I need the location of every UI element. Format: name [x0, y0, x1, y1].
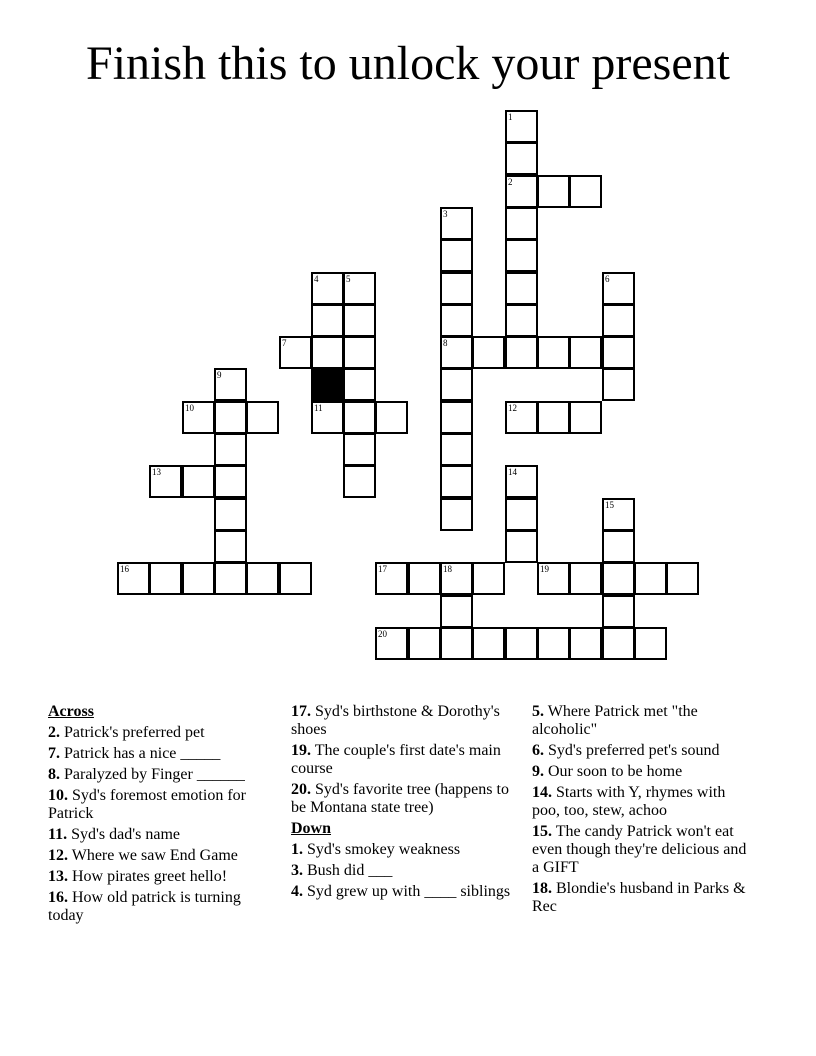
- crossword-cell[interactable]: [149, 562, 182, 595]
- across-clue: [48, 745, 272, 763]
- across-clue: [48, 868, 272, 886]
- clue-number: 19: [540, 564, 549, 574]
- crossword-cell[interactable]: [375, 627, 408, 660]
- clue-number: 1: [508, 112, 513, 122]
- clue-number: 8: [443, 338, 448, 348]
- clue-text: Where Patrick met "the alcoholic": [532, 703, 698, 738]
- clue-number-label: 9.: [532, 763, 544, 780]
- crossword-cell[interactable]: [505, 498, 538, 531]
- clue-text: How old patrick is turning today: [48, 889, 241, 924]
- clue-number: 15: [605, 500, 614, 510]
- clue-text: Where we saw End Game: [71, 847, 238, 864]
- clue-number-label: 12.: [48, 847, 68, 864]
- clue-number-label: 7.: [48, 745, 60, 762]
- crossword-cell[interactable]: [375, 562, 408, 595]
- clue-text: Starts with Y, rhymes with poo, too, stew, achoo: [532, 784, 726, 819]
- crossword-cell[interactable]: [408, 562, 441, 595]
- clue-text: Syd's dad's name: [71, 826, 180, 843]
- clue-number-label: 14.: [532, 784, 552, 801]
- crossword-cell[interactable]: [505, 627, 538, 660]
- crossword-cell[interactable]: [602, 562, 635, 595]
- crossword-cell[interactable]: [440, 433, 473, 466]
- clue-number-label: 4.: [291, 883, 303, 900]
- crossword-cell[interactable]: [440, 627, 473, 660]
- crossword-cell[interactable]: [149, 465, 182, 498]
- clue-number-label: 3.: [291, 862, 303, 879]
- crossword-cell[interactable]: [440, 368, 473, 401]
- clue-number: 4: [314, 274, 319, 284]
- clue-number: 6: [605, 274, 610, 284]
- crossword-cell[interactable]: [505, 336, 538, 369]
- crossword-cell[interactable]: [311, 401, 344, 434]
- crossword-cell[interactable]: [537, 336, 570, 369]
- crossword-cell[interactable]: [569, 175, 602, 208]
- crossword-cell[interactable]: [279, 336, 312, 369]
- crossword-cell[interactable]: [440, 401, 473, 434]
- crossword-cell[interactable]: [472, 627, 505, 660]
- crossword-cell[interactable]: [472, 336, 505, 369]
- crossword-cell[interactable]: [505, 272, 538, 305]
- crossword-cell[interactable]: [343, 304, 376, 337]
- clue-text: Syd's birthstone & Dorothy's shoes: [291, 703, 500, 738]
- crossword-cell[interactable]: [343, 465, 376, 498]
- across-clue: [48, 847, 272, 865]
- clue-text: Blondie's husband in Parks & Rec: [532, 880, 746, 915]
- crossword-cell[interactable]: [311, 272, 344, 305]
- crossword-cell[interactable]: [569, 401, 602, 434]
- crossword-cell[interactable]: [505, 465, 538, 498]
- clue-number: 5: [346, 274, 351, 284]
- crossword-cell[interactable]: [666, 562, 699, 595]
- crossword-cell[interactable]: [634, 627, 667, 660]
- crossword-cell[interactable]: [343, 368, 376, 401]
- clue-text: Syd grew up with ____ siblings: [307, 883, 511, 900]
- across-clue: [291, 742, 515, 778]
- crossword-cell[interactable]: [214, 433, 247, 466]
- crossword-cell[interactable]: [472, 562, 505, 595]
- clue-number-label: 19.: [291, 742, 311, 759]
- crossword-cell[interactable]: [505, 175, 538, 208]
- crossword-cell[interactable]: [440, 562, 473, 595]
- clue-number-label: 2.: [48, 724, 60, 741]
- clue-number-label: 18.: [532, 880, 552, 897]
- clue-number: 10: [185, 403, 194, 413]
- clue-number: 2: [508, 177, 513, 187]
- crossword-cell[interactable]: [602, 272, 635, 305]
- across-clue: [48, 787, 272, 823]
- crossword-cell[interactable]: [440, 595, 473, 628]
- crossword-cell[interactable]: [602, 498, 635, 531]
- clue-number-label: 6.: [532, 742, 544, 759]
- crossword-cell[interactable]: [214, 498, 247, 531]
- crossword-cell[interactable]: [440, 304, 473, 337]
- clue-number: 20: [378, 629, 387, 639]
- crossword-cell[interactable]: [569, 627, 602, 660]
- page-title: Finish this to unlock your present: [86, 37, 730, 90]
- clue-number: 13: [152, 467, 161, 477]
- crossword-cell[interactable]: [311, 336, 344, 369]
- crossword-cell[interactable]: [505, 207, 538, 240]
- crossword-cell[interactable]: [440, 465, 473, 498]
- black-cell: [311, 368, 344, 401]
- clue-number: 17: [378, 564, 387, 574]
- crossword-cell[interactable]: [182, 562, 215, 595]
- crossword-cell[interactable]: [569, 562, 602, 595]
- clue-text: Paralyzed by Finger ______: [64, 766, 245, 783]
- clue-column-3: [532, 703, 756, 919]
- clue-number: 14: [508, 467, 517, 477]
- across-clue: [48, 889, 272, 925]
- clue-number-label: 15.: [532, 823, 552, 840]
- crossword-cell[interactable]: [343, 272, 376, 305]
- clue-text: Syd's foremost emotion for Patrick: [48, 787, 246, 822]
- clue-text: The couple's first date's main course: [291, 742, 501, 777]
- clue-text: Syd's smokey weakness: [307, 841, 461, 858]
- clue-number: 11: [314, 403, 323, 413]
- crossword-cell[interactable]: [505, 401, 538, 434]
- crossword-cell[interactable]: [408, 627, 441, 660]
- crossword-cell[interactable]: [505, 110, 538, 143]
- crossword-cell[interactable]: [602, 336, 635, 369]
- crossword-cell[interactable]: [440, 272, 473, 305]
- down-clue: [532, 742, 756, 760]
- clue-text: Our soon to be home: [548, 763, 683, 780]
- crossword-cell[interactable]: [246, 562, 279, 595]
- clue-number-label: 5.: [532, 703, 544, 720]
- clue-column-2: [291, 703, 515, 904]
- crossword-cell[interactable]: [634, 562, 667, 595]
- down-clue: [532, 823, 756, 877]
- crossword-cell[interactable]: [246, 401, 279, 434]
- across-clue: [291, 703, 515, 739]
- crossword-cell[interactable]: [569, 336, 602, 369]
- clue-text: How pirates greet hello!: [72, 868, 228, 885]
- crossword-cell[interactable]: [537, 562, 570, 595]
- crossword-cell[interactable]: [440, 498, 473, 531]
- clue-text: Syd's preferred pet's sound: [548, 742, 720, 759]
- clue-number-label: 20.: [291, 781, 311, 798]
- down-clue: [532, 763, 756, 781]
- crossword-cell[interactable]: [505, 530, 538, 563]
- crossword-cell[interactable]: [343, 401, 376, 434]
- clue-number-label: 16.: [48, 889, 68, 906]
- across-header: Across: [48, 703, 94, 720]
- crossword-cell[interactable]: [505, 142, 538, 175]
- crossword-cell[interactable]: [117, 562, 150, 595]
- crossword-cell[interactable]: [602, 595, 635, 628]
- crossword-cell[interactable]: [602, 304, 635, 337]
- crossword-cell[interactable]: [537, 627, 570, 660]
- clue-column-1: [48, 703, 272, 928]
- down-clue: [532, 880, 756, 916]
- crossword-cell[interactable]: [440, 239, 473, 272]
- clue-text: Syd's favorite tree (happens to be Montana state tree): [291, 781, 509, 816]
- clue-text: Patrick's preferred pet: [64, 724, 205, 741]
- clue-number: 9: [217, 370, 222, 380]
- clue-number: 7: [282, 338, 287, 348]
- crossword-cell[interactable]: [279, 562, 312, 595]
- crossword-cell[interactable]: [214, 368, 247, 401]
- crossword-cell[interactable]: [343, 336, 376, 369]
- down-clue: [291, 862, 515, 880]
- crossword-cell[interactable]: [343, 433, 376, 466]
- crossword-cell[interactable]: [182, 465, 215, 498]
- crossword-cell[interactable]: [182, 401, 215, 434]
- crossword-cell[interactable]: [214, 562, 247, 595]
- crossword-cell[interactable]: [602, 627, 635, 660]
- across-clue: [48, 766, 272, 784]
- crossword-cell[interactable]: [505, 239, 538, 272]
- crossword-cell[interactable]: [440, 336, 473, 369]
- clue-number-label: 10.: [48, 787, 68, 804]
- crossword-cell[interactable]: [537, 401, 570, 434]
- crossword-cell[interactable]: [440, 207, 473, 240]
- down-clue: [532, 784, 756, 820]
- crossword-cell[interactable]: [214, 401, 247, 434]
- down-clue: [532, 703, 756, 739]
- clue-text: Bush did ___: [307, 862, 393, 879]
- crossword-cell[interactable]: [505, 304, 538, 337]
- crossword-cell[interactable]: [537, 175, 570, 208]
- clue-number: 12: [508, 403, 517, 413]
- down-clue: [291, 883, 515, 901]
- clue-number: 3: [443, 209, 448, 219]
- across-clue: [48, 724, 272, 742]
- clue-number-label: 17.: [291, 703, 311, 720]
- clue-number-label: 8.: [48, 766, 60, 783]
- crossword-cell[interactable]: [602, 368, 635, 401]
- clue-number-label: 11.: [48, 826, 68, 843]
- crossword-cell[interactable]: [214, 530, 247, 563]
- clue-text: The candy Patrick won't eat even though they're delicious and a GIFT: [532, 823, 747, 876]
- crossword-cell[interactable]: [214, 465, 247, 498]
- crossword-cell[interactable]: [375, 401, 408, 434]
- crossword-cell[interactable]: [311, 304, 344, 337]
- clue-number-label: 13.: [48, 868, 68, 885]
- down-clue: [291, 841, 515, 859]
- down-header: Down: [291, 820, 332, 837]
- across-clue: [48, 826, 272, 844]
- across-clue: [291, 781, 515, 817]
- clue-number: 18: [443, 564, 452, 574]
- clue-number: 16: [120, 564, 129, 574]
- clue-number-label: 1.: [291, 841, 303, 858]
- crossword-cell[interactable]: [602, 530, 635, 563]
- clue-text: Patrick has a nice _____: [64, 745, 221, 762]
